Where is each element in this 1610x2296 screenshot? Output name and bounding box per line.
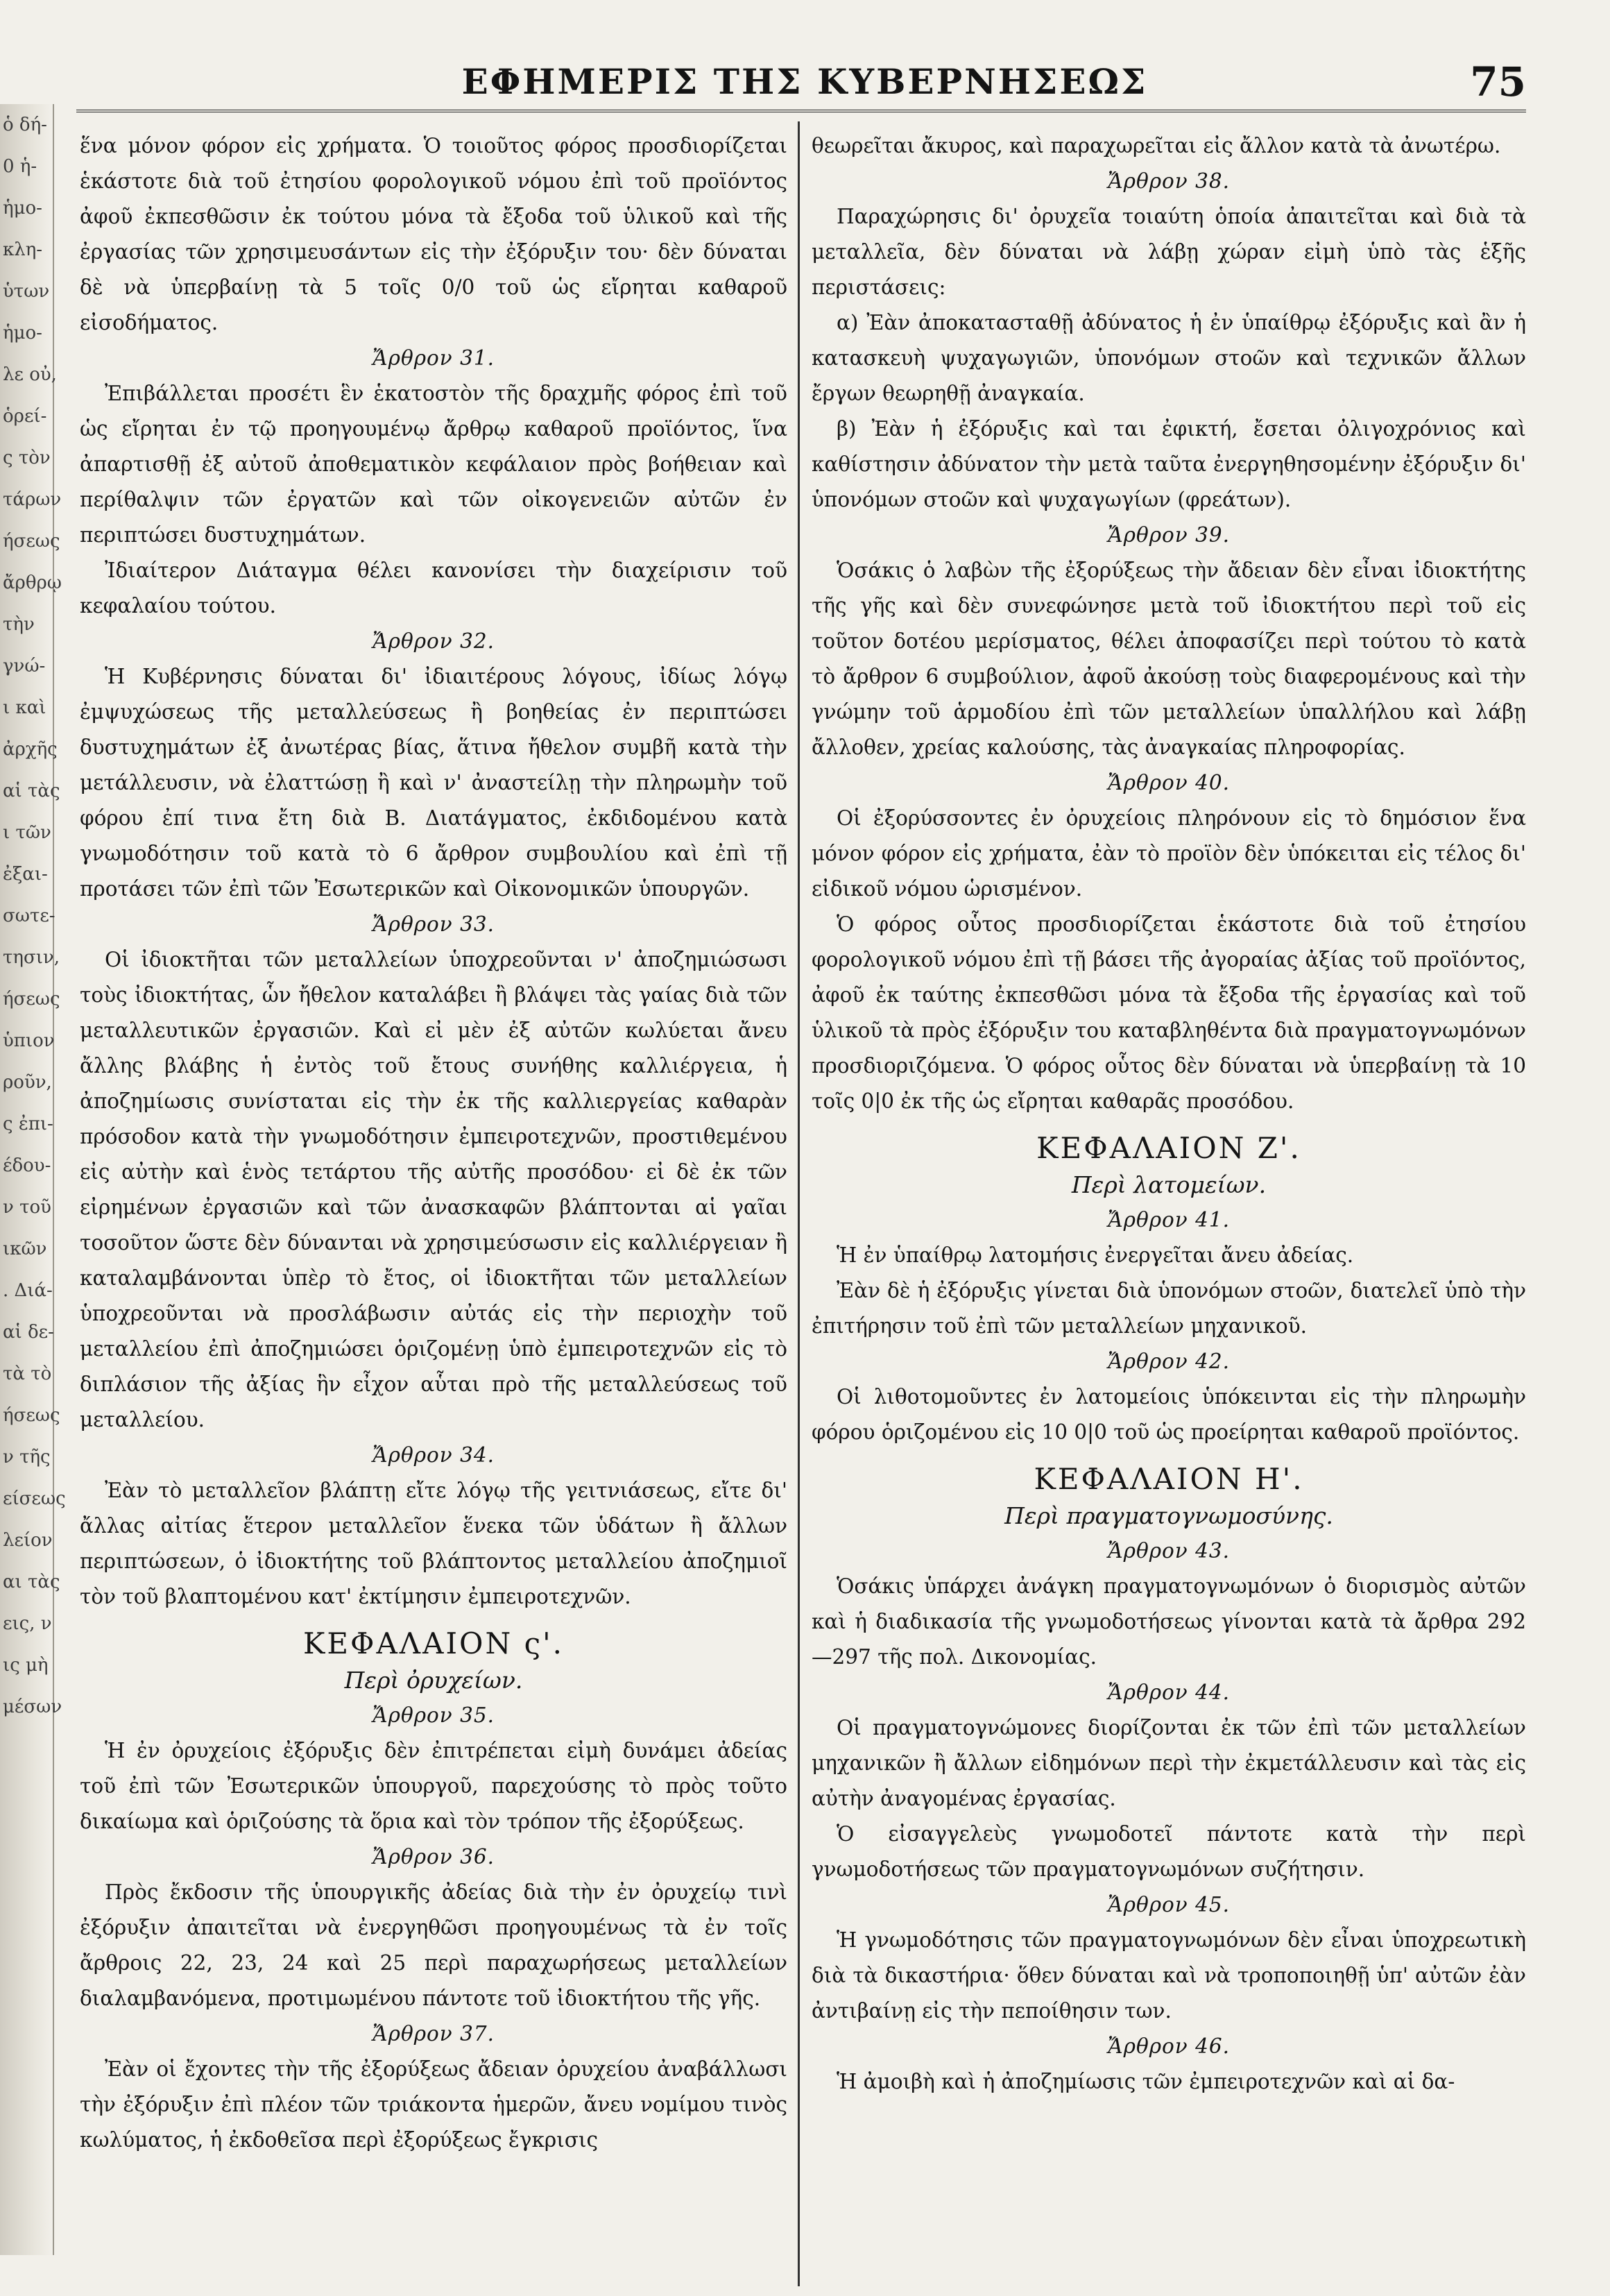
article-heading: Ἄρθρον 35. — [372, 1703, 495, 1727]
article-heading: Ἄρθρον 36. — [372, 1845, 495, 1869]
paragraph: Ἡ γνωμοδότησις τῶν πραγματογνωμόνων δὲν εἶναι ὑποχρεωτικὴ διὰ τὰ δικαστήρια· ὅθεν δύναται καὶ νὰ τροποποιηθῇ ὑπ' αὐτῶν ἐὰν ἀντιβαίνῃ εἰς τὴν πεποίθησιν των. — [812, 1928, 1526, 2023]
margin-fragment: έδου- — [3, 1155, 51, 1176]
margin-fragment: ς ἐπι- — [3, 1114, 53, 1134]
chapter-subtitle: Περὶ ὀρυχείων. — [344, 1667, 523, 1694]
paragraph: ἕνα μόνον φόρον εἰς χρήματα. Ὁ τοιοῦτος φόρος προσδιορίζεται ἑκάστοτε διὰ τοῦ ἐτησίου φορολογικοῦ νόμου ἐπὶ τοῦ προϊόντος ἀφοῦ ἐκπεσθῶσιν ἐκ τούτου μόνα τὰ ἔξοδα τοῦ ὑλικοῦ καὶ τῆς ἐργασίας τῶν χρησιμευσάντων εἰς τὴν ἐξόρυξιν του· δὲν δύναται δὲ νὰ ὑπερβαίνῃ τὰ 5 τοῖς 0/0 τοῦ ὡς εἴρηται καθαροῦ εἰσοδήματος. — [80, 134, 787, 334]
margin-fragment: ήσεως — [3, 531, 60, 552]
gazette-title: ΕΦΗΜΕΡΙΣ ΤΗΣ ΚΥΒΕΡΝΗΣΕΩΣ — [461, 61, 1148, 102]
margin-fragment: ν τοῦ — [3, 1197, 51, 1218]
article-heading: Ἄρθρον 34. — [372, 1443, 495, 1467]
margin-fragment: ὑτων — [3, 281, 50, 302]
paragraph: Ἡ Κυβέρνησις δύναται δι' ἰδιαιτέρους λόγους, ἰδίως λόγῳ ἐμψυχώσεως τῆς μεταλλεύσεως ἢ βοηθείας ἐν περιπτώσει δυστυχημάτων ἐξ ἀνωτέρας βίας, ἅτινα ἤθελον συμβῆ κατὰ τὴν μετάλλευσιν, νὰ ἐλαττώσῃ ἢ καὶ ν' ἀναστείλῃ τὴν πληρωμὴν τοῦ φόρου ἐπί τινα ἔτη διὰ Β. Διατάγματος, ἐκδιδομένου κατὰ γνωμοδότησιν τοῦ κατὰ τὸ 6 ἄρθρον συμβουλίου καὶ ἐπὶ τῇ προτάσει τῶν ἐπὶ τῶν Ἐσωτερικῶν καὶ Οἰκονομικῶν ὑπουργῶν. — [80, 665, 787, 901]
paragraph: Ἡ ἐν ὑπαίθρῳ λατομήσις ἐνεργεῖται ἄνευ ἀδείας. — [837, 1243, 1354, 1267]
right-column — [812, 128, 1526, 2100]
paragraph: Οἱ ἐξορύσσοντες ἐν ὀρυχείοις πληρόνουν εἰς τὸ δημόσιον ἕνα μόνον φόρον εἰς χρήματα, ἐὰν τὸ προϊὸν δὲν ὑπόκειται εἰς τέλος δι' εἰδικοῦ νόμου ὡρισμένον. — [812, 806, 1526, 901]
chapter-heading: ΚΕΦΑΛΑΙΟΝ ς'. — [302, 1626, 564, 1660]
article-heading: Ἄρθρον 37. — [372, 2022, 495, 2046]
margin-fragment: ἡμο- — [3, 198, 42, 219]
article-heading: Ἄρθρον 45. — [1107, 1893, 1231, 1916]
margin-fragment: τάρων — [3, 489, 62, 510]
margin-fragment: κλη- — [3, 239, 43, 260]
margin-fragment: λείον — [3, 1530, 53, 1551]
margin-fragment: αἱ δε- — [3, 1322, 54, 1343]
page-number: 75 — [1470, 58, 1526, 105]
margin-fragment: γνώ- — [3, 656, 46, 677]
paragraph: Ἐὰν δὲ ἡ ἐξόρυξις γίνεται διὰ ὑπονόμων στοῶν, διατελεῖ ὑπὸ τὴν ἐπιτήρησιν τοῦ ἐπὶ τῶν μεταλλείων μηχανικοῦ. — [812, 1279, 1526, 1338]
margin-fragment: ἀρχῆς — [3, 739, 58, 760]
margin-fragment: ις μὴ — [3, 1655, 49, 1676]
article-heading: Ἄρθρον 39. — [1107, 523, 1231, 547]
paragraph: Πρὸς ἔκδοσιν τῆς ὑπουργικῆς ἀδείας διὰ τὴν ἐν ὀρυχείῳ τινὶ ἐξόρυξιν ἀπαιτεῖται νὰ ἐνεργηθῶσι προηγουμένως τὰ ἐν τοῖς ἄρθροις 22, 23, 24 καὶ 25 περὶ παραχωρήσεως μεταλλείων διαλαμβανόμενα, προτιμωμένου πάντοτε τοῦ ἰδιοκτήτου τῆς γῆς. — [80, 1880, 787, 2010]
paragraph: Ἰδιαίτερον Διάταγμα θέλει κανονίσει τὴν διαχείρισιν τοῦ κεφαλαίου τούτου. — [80, 559, 787, 618]
paragraph: Ὁ φόρος οὗτος προσδιορίζεται ἑκάστοτε διὰ τοῦ ἐτησίου φορολογικοῦ νόμου ἐπὶ τῇ βάσει τῆς ἀγοραίας ἀξίας τοῦ προϊόντος, ἀφοῦ ἐκ ταύτης ἐκπεσθῶσι μόνα τὰ ἔξοδα τῆς ἐργασίας καὶ τοῦ ὑλικοῦ τὰ πρὸς ἐξόρυξιν του καταβληθέντα διὰ πραγματογνωμόνων προσδιοριζόμενα. Ὁ φόρος οὗτος δὲν δύναται νὰ ὑπερβαίνῃ τὰ 10 τοῖς 0|0 ἐκ τῆς ὡς εἴρηται καθαρᾶς προσόδου. — [812, 912, 1526, 1113]
paragraph: Οἱ πραγματογνώμονες διορίζονται ἐκ τῶν ἐπὶ τῶν μεταλλείων μηχανικῶν ἢ ἄλλων εἰδημόνων περὶ τὴν ἐκμετάλλευσιν καὶ τὰς εἰς αὐτὴν ἀναγομένας ἐργασίας. — [812, 1716, 1526, 1810]
margin-fragment: σωτε- — [3, 905, 55, 926]
chapter-subtitle: Περὶ πραγματογνωμοσύνης. — [1004, 1502, 1333, 1529]
article-heading: Ἄρθρον 40. — [1107, 771, 1231, 794]
margin-fragment: ς τὸν — [3, 448, 51, 468]
margin-fragment: τησιν, — [3, 947, 60, 968]
paragraph: Οἱ ἰδιοκτῆται τῶν μεταλλείων ὑποχρεοῦνται ν' ἀποζημιώσωσι τοὺς ἰδιοκτήτας, ὧν ἤθελον καταλάβει ἢ βλάψει τὰς γαίας διὰ τῶν μεταλλευτικῶν ἐργασιῶν. Καὶ εἰ μὲν ἐξ αὐτῶν κωλύεται ἄνευ ἄλλης βλάβης ἡ ἐντὸς τοῦ ἔτους συνήθης καλλιέργεια, ἡ ἀποζημίωσις συνίσταται εἰς τὴν ἐκ τῆς καλλιεργείας καθαρὰν πρόσοδον κατὰ τὴν γνωμοδότησιν ἐμπειροτεχνῶν, προστιθεμένου εἰς αὐτὴν καὶ ἑνὸς τετάρτου τῆς αὐτῆς προσόδου· εἰ δὲ ἐκ τῶν εἰρημένων ἐργασιῶν καὶ τῶν ἀνασκαφῶν βλάπτονται αἱ γαῖαι τοσοῦτον ὥστε δὲν δύνανται νὰ χρησιμεύσωσιν εἰς καλλιέργειαν ἢ καταλαμβάνονται ὑπὲρ τὸ ἔτος, οἱ ἰδιοκτῆται τῶν μεταλλείων ὑποχρεοῦνται νὰ προσλάβωσιν αὐτάς εἰς τὴν περιοχὴν τοῦ μεταλλείου ἐπὶ ἀποζημιώσει ὁριζομένῃ ὑπὸ ἐμπειροτεχνῶν εἰς τὸ διπλάσιον τῆς ἀξίας ἣν εἶχον αὗται πρὸ τῆς μεταλλεύσεως τοῦ μεταλλείου. — [80, 948, 787, 1431]
paragraph: Ὁσάκις ὁ λαβὼν τῆς ἐξορύξεως τὴν ἄδειαν δὲν εἶναι ἰδιοκτήτης τῆς γῆς καὶ δὲν συνεφώνησε μετὰ τοῦ ἰδιοκτήτου περὶ τοῦ εἰς τοῦτον δοτέου μερίσματος, θέλει ἀποφασίζει περὶ τούτου τὸ κατὰ τὸ ἄρθρον 6 συμβούλιον, ἀφοῦ ἀκούσῃ τοὺς διαφερομένους καὶ τὴν γνώμην τοῦ ἁρμοδίου ἐπὶ τῶν μεταλλείων ὑπαλλήλου καὶ λάβῃ ἄλλοθεν, χρείας καλούσης, τὰς ἀναγκαίας πληροφορίας. — [812, 559, 1526, 759]
previous-page-margin — [0, 104, 66, 2255]
margin-fragment: ἐξαι- — [3, 864, 48, 885]
chapter-heading: ΚΕΦΑΛΑΙΟΝ Η'. — [1034, 1462, 1304, 1496]
margin-fragment: μέσων — [3, 1697, 62, 1717]
margin-fragment: 0 ἡ- — [3, 156, 37, 177]
margin-fragment: αἱ τὰς — [3, 781, 60, 801]
margin-fragment: . Διά- — [3, 1280, 53, 1301]
article-heading: Ἄρθρον 44. — [1107, 1681, 1231, 1704]
margin-fragment: αι τὰς — [3, 1572, 60, 1592]
article-heading: Ἄρθρον 46. — [1107, 2034, 1231, 2058]
margin-fragment: ὑπιον — [3, 1030, 55, 1051]
margin-fragment: λε οὐ, — [3, 364, 57, 385]
paragraph: Ὁσάκις ὑπάρχει ἀνάγκη πραγματογνωμόνων ὁ διορισμὸς αὐτῶν καὶ ἡ διαδικασία τῆς γνωμοδοτήσεως γίνονται κατὰ τὰ ἄρθρα 292—297 τῆς πολ. Δικονομίας. — [812, 1574, 1526, 1669]
margin-fragment: ν τῆς — [3, 1447, 51, 1468]
article-heading: Ἄρθρον 32. — [372, 629, 495, 653]
left-column — [80, 128, 787, 2158]
header-rule — [76, 110, 1526, 112]
margin-fragment: ἡμο- — [3, 323, 42, 343]
paragraph: Ἐὰν οἱ ἔχοντες τὴν τῆς ἐξορύξεως ἄδειαν ὀρυχείου ἀναβάλλωσι τὴν ἐξόρυξιν ἐπὶ πλέον τῶν τριάκοντα ἡμερῶν, ἄνευ νομίμου τινὸς κωλύματος, ἡ ἐκδοθεῖσα περὶ ἐξορύξεως ἔγκρισις — [80, 2057, 787, 2152]
margin-fragment: ἄρθρῳ — [3, 572, 62, 593]
paragraph: Παραχώρησις δι' ὀρυχεῖα τοιαύτη ὁποία ἀπαιτεῖται καὶ διὰ τὰ μεταλλεῖα, δὲν δύναται νὰ λάβῃ χώραν εἰμὴ ὑπὸ τὰς ἑξῆς περιστάσεις: — [812, 205, 1526, 299]
paragraph: Ὁ εἰσαγγελεὺς γνωμοδοτεῖ πάντοτε κατὰ τὴν περὶ γνωμοδοτήσεως τῶν πραγματογνωμόνων συζήτησιν. — [812, 1822, 1526, 1881]
article-heading: Ἄρθρον 38. — [1107, 169, 1231, 193]
margin-fragment: ήσεως — [3, 1405, 60, 1426]
margin-fragment: τὰ τὸ — [3, 1363, 52, 1384]
margin-fragment: είσεως — [3, 1488, 66, 1509]
paragraph: β) Ἐὰν ἡ ἐξόρυξις καὶ ται ἐφικτή, ἔσεται ὀλιγοχρόνιος καὶ καθίστησιν ἀδύνατον τὴν μετὰ ταῦτα ἐνεργηθησομένην ἐξόρυξιν δι' ὑπονόμων στοῶν καὶ ψυχαγωγίων (φρεάτων). — [812, 417, 1526, 511]
page-header — [83, 54, 1526, 110]
margin-fragment: ι καὶ — [3, 697, 46, 718]
margin-fragment: τὴν — [3, 614, 35, 635]
margin-fragment: ι τῶν — [3, 822, 51, 843]
article-heading: Ἄρθρον 31. — [372, 346, 495, 370]
margin-fragment: ὁ δή- — [3, 114, 47, 135]
article-heading: Ἄρθρον 43. — [1107, 1539, 1231, 1563]
margin-fragment: ὁρεί- — [3, 406, 47, 427]
paragraph: α) Ἐὰν ἀποκατασταθῇ ἀδύνατος ἡ ἐν ὑπαίθρῳ ἐξόρυξις καὶ ἂν ἡ κατασκευὴ ψυχαγωγιῶν, ὑπονόμων στοῶν καὶ τεχνικῶν ἄλλων ἔργων θεωρηθῇ ἀναγκαία. — [812, 311, 1526, 405]
chapter-subtitle: Περὶ λατομείων. — [1071, 1171, 1267, 1198]
margin-fragment: ικῶν — [3, 1239, 47, 1259]
margin-fragment: ροῦν, — [3, 1072, 52, 1093]
column-divider — [798, 121, 800, 2286]
article-heading: Ἄρθρον 41. — [1107, 1208, 1231, 1232]
paragraph: Ἐπιβάλλεται προσέτι ἓν ἑκατοστὸν τῆς δραχμῆς φόρος ἐπὶ τοῦ ὡς εἴρηται ἐν τῷ προηγουμένῳ ἄρθρῳ καθαροῦ προϊόντος, ἵνα ἀπαρτισθῇ ἐξ αὐτοῦ ἀποθεματικὸν κεφάλαιον πρὸς βοήθειαν καὶ περίθαλψιν τῶν ἐργατῶν καὶ τῶν οἰκογενειῶν αὐτῶν ἐν περιπτώσει δυστυχημάτων. — [80, 382, 787, 547]
margin-fragment: ήσεως — [3, 989, 60, 1010]
paragraph: Οἱ λιθοτομοῦντες ἐν λατομείοις ὑπόκεινται εἰς τὴν πληρωμὴν φόρου ὁριζομένου εἰς 10 0|0 τοῦ ὡς προείρηται καθαροῦ προϊόντος. — [812, 1385, 1526, 1444]
paragraph: Ἐὰν τὸ μεταλλεῖον βλάπτῃ εἴτε λόγῳ τῆς γειτνιάσεως, εἴτε δι' ἄλλας αἰτίας ἕτερον μεταλλεῖον ἕνεκα τῶν ὑδάτων ἢ ἄλλων περιπτώσεων, ὁ ἰδιοκτήτης τοῦ βλάπτοντος μεταλλείου ἀποζημιοῖ τὸν τοῦ βλαπτομένου κατ' ἐκτίμησιν ἐμπειροτεχνῶν. — [80, 1479, 787, 1608]
paragraph: θεωρεῖται ἄκυρος, καὶ παραχωρεῖται εἰς ἄλλον κατὰ τὰ ἀνωτέρω. — [812, 134, 1501, 158]
article-heading: Ἄρθρον 42. — [1107, 1350, 1231, 1373]
paragraph: Ἡ ἀμοιβὴ καὶ ἡ ἀποζημίωσις τῶν ἐμπειροτεχνῶν καὶ αἱ δα- — [837, 2070, 1455, 2093]
paragraph: Ἡ ἐν ὀρυχείοις ἐξόρυξις δὲν ἐπιτρέπεται εἰμὴ δυνάμει ἀδείας τοῦ ἐπὶ τῶν Ἐσωτερικῶν ὑπουργοῦ, παρεχούσης τὸ πρὸς τοῦτο δικαίωμα καὶ ὁριζούσης τὰ ὅρια καὶ τὸν τρόπον τῆς ἐξορύξεως. — [80, 1739, 787, 1833]
margin-fragment: εις, ν — [3, 1613, 52, 1634]
chapter-heading: ΚΕΦΑΛΑΙΟΝ Ζ'. — [1036, 1131, 1301, 1165]
article-heading: Ἄρθρον 33. — [372, 912, 495, 936]
